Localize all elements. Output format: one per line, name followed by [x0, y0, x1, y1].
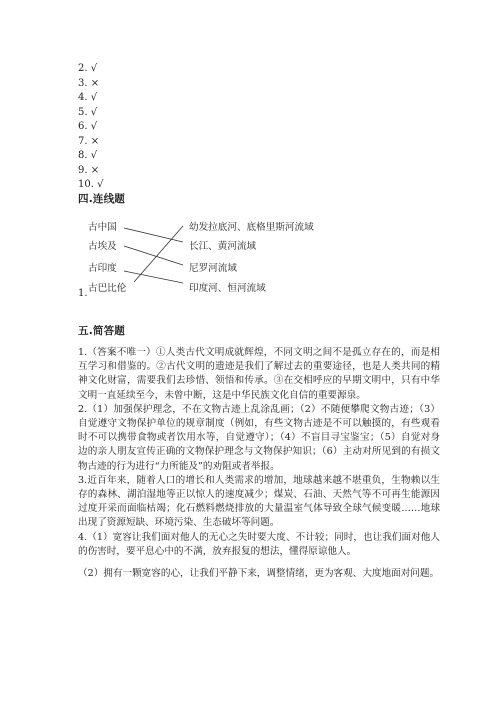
matching-diagram: [78, 216, 338, 302]
match-left-item: 古中国: [88, 222, 117, 233]
question-number: 1.: [78, 288, 88, 299]
answer-item: 2. √: [78, 63, 98, 74]
true-false-answers: [78, 62, 103, 193]
answer-item: 6. √: [78, 121, 98, 132]
match-right-item: 印度河、恒河流域: [189, 283, 266, 294]
short-answer-body: 1.（答案不唯一）①人类古代文明成就辉煌，不同文明之间不是孤立存在的，而是相互学习和借鉴的。②古代文明的遗迹是我们了解过去的重要途径，也是人类共同的精神文化财富，需要我们去珍惜、领悟和传承。③在交相呼应的早期文明中，只有中华文明一直延续至今，未曾中断，这是中华民族文化自信的重要源泉。 2.（1）加强保护理念，不在文物古迹上乱涂乱画；（2）不随便攀爬文物古迹；（3）自觉遵守文物保护单位的规章制度（例如，有些文物古迹是不可以触摸的，有些观看时不可以携带食物或者饮用水等，自觉遵守）；（4）不盲目寻宝鉴宝；（5）自觉对身边的亲人朋友宣传正确的文物保护理念与文物保护知识；（6）主动对所见到的有损文物古迹的行为进行“力所能及”的劝阻或者举报。 3.近百年来，随着人口的增长和人类需求的增加，地球越来越不堪重负，生物赖以生存的森林、湖泊湿地等正以惊人的速度减少；煤炭、石油、天然气等不可再生能源因过度开采而面临枯竭；化石燃料燃烧排放的大量温室气体导致全球气候变暖……地球出现了资源短缺、环境污染、生态破坏等问题。 4.（1）宽容让我们面对他人的无心之失时要大度、不计较；同时，也让我们面对他人的伤害时，要平息心中的不满，放弃报复的想法，懂得原谅他人。: [78, 347, 440, 557]
answer-item: 9. ×: [78, 164, 100, 176]
match-right-item: 长江、黄河流域: [189, 241, 257, 252]
answer-item: 10. √: [78, 179, 104, 190]
section-title-matching: 四.连线题: [78, 193, 125, 205]
short-answer-q4-part2: （2）拥有一颗宽容的心，让我们平静下来，调整情绪，更为客观、大度地面对问题。: [78, 568, 440, 579]
match-left-item: 古巴比伦: [88, 283, 127, 294]
match-line: [134, 226, 183, 282]
match-left-item: 古埃及: [88, 241, 117, 252]
section-title-short-answer: 五.简答题: [78, 325, 125, 337]
match-line: [124, 246, 183, 265]
answer-item: 5. √: [78, 106, 98, 118]
match-line: [124, 271, 183, 283]
answer-item: 8. √: [78, 150, 98, 161]
match-line: [124, 228, 183, 242]
match-right-item: 幼发拉底河、底格里斯河流域: [189, 222, 314, 233]
answer-item: 4. √: [78, 92, 98, 103]
answer-item: 3. ×: [78, 77, 100, 89]
match-right-item: 尼罗河流域: [189, 263, 237, 274]
answer-item: 7. ×: [78, 135, 100, 147]
match-left-item: 古印度: [88, 263, 117, 274]
